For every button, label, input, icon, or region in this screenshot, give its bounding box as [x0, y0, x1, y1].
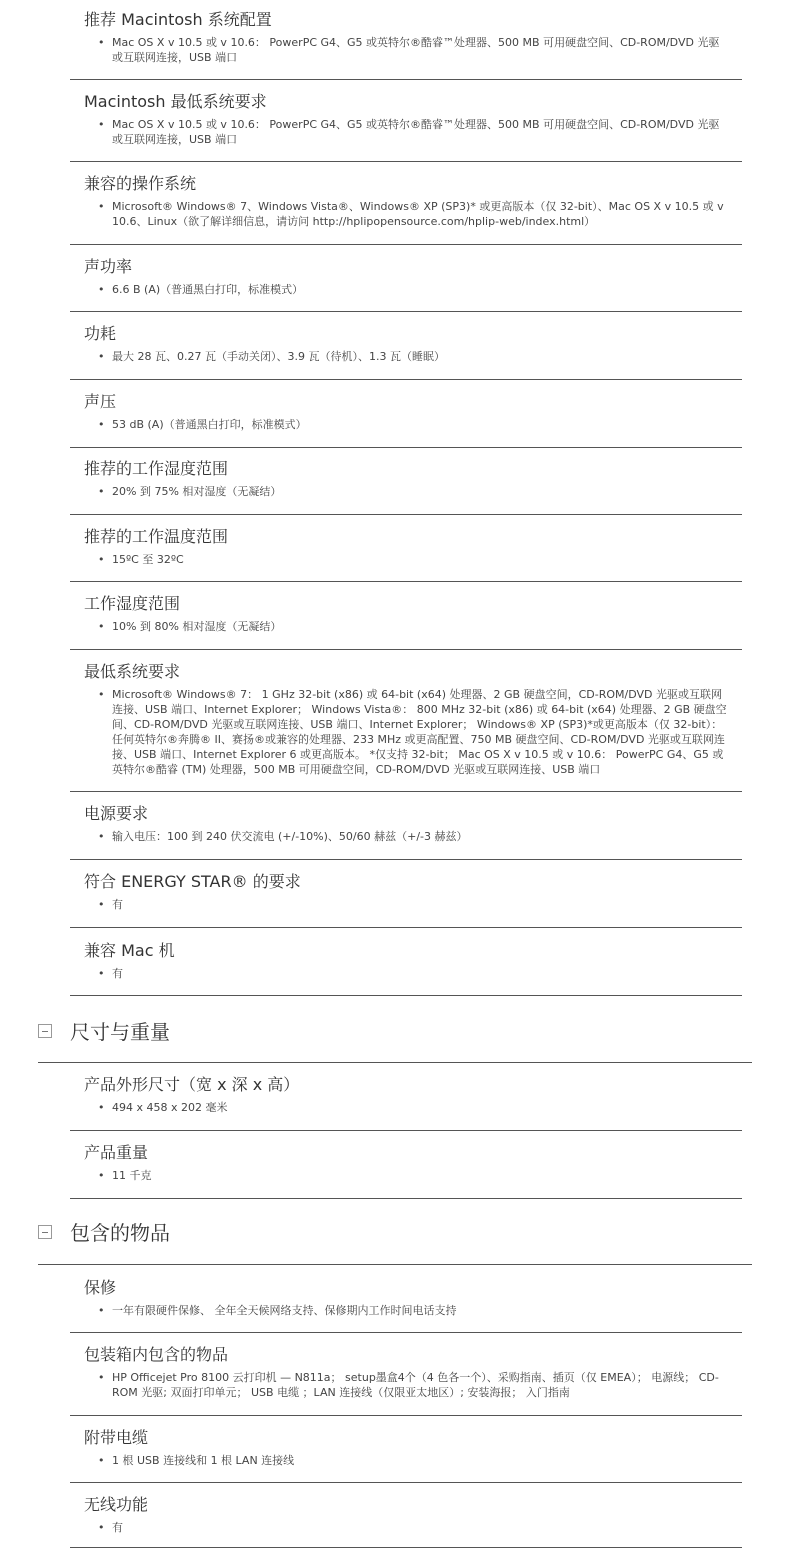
spec-value: • 10% 到 80% 相对湿度（无凝结）: [98, 619, 728, 634]
spec-row-10: [70, 792, 742, 860]
section-title: 尺寸与重量: [70, 1020, 170, 1044]
spec-row-0: [70, 0, 742, 80]
spec-title: 保修: [84, 1278, 117, 1297]
spec-row-1: [70, 80, 742, 162]
spec-row-5: [70, 380, 742, 448]
spec-row-inc-1: [70, 1333, 742, 1416]
spec-value: • 输入电压：100 到 240 伏交流电 (+/-10%)、50/60 赫兹（+/-3 赫兹）: [98, 829, 728, 844]
spec-row-12: [70, 928, 742, 996]
spec-values: [98, 35, 728, 65]
spec-title: 推荐 Macintosh 系统配置: [84, 10, 272, 29]
spec-row-9: [70, 650, 742, 792]
spec-values: [98, 282, 728, 297]
spec-row-inc-0: [70, 1265, 742, 1333]
spec-row-4: [70, 312, 742, 380]
spec-row-2: [70, 162, 742, 245]
spec-value: • 有: [98, 966, 728, 981]
spec-values: [98, 1520, 728, 1535]
spec-values: [98, 1303, 728, 1318]
spec-row-11: [70, 860, 742, 928]
spec-title: 包装箱内包含的物品: [84, 1345, 229, 1364]
spec-row-dim-1: [70, 1131, 742, 1199]
spec-title: 最低系统要求: [84, 662, 181, 681]
spec-values: [98, 552, 728, 567]
spec-value: • 11 千克: [98, 1168, 728, 1183]
spec-title: Macintosh 最低系统要求: [84, 92, 267, 111]
spec-values: [98, 687, 728, 777]
spec-value: • Microsoft® Windows® 7： 1 GHz 32-bit (x86) 或 64-bit (x64) 处理器、2 GB 硬盘空间，CD-ROM/DVD 光驱或互联网连接、USB 端口、Internet Explorer； Windows Vista®： 800 MHz 32-bit (x86) 或 64-bit (x64) 处理器、2 GB 硬盘空间、CD-ROM/DVD 光驱或互联网连接、USB 端口、Internet Explorer； Windows® XP (SP3)*或更高版本（仅 32-bit）： 任何英特尔®奔腾® II、赛扬®或兼容的处理器、233 MHz 或更高配置、750 MB 硬盘空间、CD-ROM/DVD 光驱或互联网连接、USB 端口、Internet Explorer 6 或更高版本。 *仅支持 32-bit； Mac OS X v 10.5 或 v 10.6： PowerPC G4、G5 或英特尔®酷睿 (TM) 处理器，500 MB 可用硬盘空间，CD-ROM/DVD 光驱或互联网连接、USB 端口: [98, 687, 728, 777]
spec-values: [98, 117, 728, 147]
spec-value: • 有: [98, 897, 728, 912]
spec-title: 兼容的操作系统: [84, 174, 197, 193]
collapse-icon[interactable]: [38, 1225, 52, 1239]
spec-value: • 6.6 B (A)（普通黑白打印，标准模式）: [98, 282, 728, 297]
spec-row-7: [70, 515, 742, 582]
spec-row-inc-3: [70, 1483, 742, 1548]
spec-values: [98, 1100, 728, 1115]
spec-value: • HP Officejet Pro 8100 云打印机 — N811a； setup墨盒4个（4 色各一个）、采购指南、插页（仅 EMEA）； 电源线； CD-ROM 光驱; 双面打印单元； USB 电缆 ；LAN 连接线（仅限亚太地区）; 安装海报； 入门指南: [98, 1370, 728, 1400]
spec-value: • 494 x 458 x 202 毫米: [98, 1100, 728, 1115]
spec-value: • Microsoft® Windows® 7、Windows Vista®、Windows® XP (SP3)* 或更高版本（仅 32-bit）、Mac OS X v 10.5 或 v 10.6、Linux（欲了解详细信息，请访问 http://hplipopensource.com/hplip-web/index.html）: [98, 199, 728, 229]
spec-value: • Mac OS X v 10.5 或 v 10.6： PowerPC G4、G5 或英特尔®酷睿™处理器、500 MB 可用硬盘空间、CD-ROM/DVD 光驱或互联网连接，USB 端口: [98, 117, 728, 147]
spec-title: 工作湿度范围: [84, 594, 181, 613]
spec-title: 兼容 Mac 机: [84, 941, 175, 960]
spec-value: • Mac OS X v 10.5 或 v 10.6： PowerPC G4、G5 或英特尔®酷睿™处理器、500 MB 可用硬盘空间、CD-ROM/DVD 光驱或互联网连接，USB 端口: [98, 35, 728, 65]
spec-title: 产品外形尺寸（宽 x 深 x 高）: [84, 1075, 300, 1094]
spec-title: 推荐的工作温度范围: [84, 527, 229, 546]
spec-row-8: [70, 582, 742, 650]
section-header-dimensions[interactable]: [38, 996, 752, 1063]
spec-values: [98, 1168, 728, 1183]
spec-title: 无线功能: [84, 1495, 149, 1514]
spec-value: • 15ºC 至 32ºC: [98, 552, 728, 567]
spec-value: • 53 dB (A)（普通黑白打印，标准模式）: [98, 417, 728, 432]
collapse-icon[interactable]: [38, 1024, 52, 1038]
spec-values: [98, 966, 728, 981]
spec-title: 声压: [84, 392, 117, 411]
spec-value: • 最大 28 瓦、0.27 瓦（手动关闭）、3.9 瓦（待机）、1.3 瓦（睡眠）: [98, 349, 728, 364]
spec-value: • 20% 到 75% 相对湿度（无凝结）: [98, 484, 728, 499]
spec-title: 附带电缆: [84, 1428, 149, 1447]
section-title: 包含的物品: [70, 1221, 170, 1245]
spec-values: [98, 349, 728, 364]
spec-row-dim-0: [70, 1063, 742, 1131]
spec-title: 符合 ENERGY STAR® 的要求: [84, 872, 301, 891]
spec-row-3: [70, 245, 742, 312]
spec-value: • 有: [98, 1520, 728, 1535]
spec-title: 声功率: [84, 257, 133, 276]
spec-values: [98, 199, 728, 229]
spec-values: [98, 1370, 728, 1400]
spec-row-inc-2: [70, 1416, 742, 1483]
spec-value: • 1 根 USB 连接线和 1 根 LAN 连接线: [98, 1453, 728, 1468]
spec-values: [98, 897, 728, 912]
spec-values: [98, 619, 728, 634]
section-header-included[interactable]: [38, 1199, 752, 1265]
spec-values: [98, 829, 728, 844]
spec-title: 电源要求: [84, 804, 149, 823]
spec-value: • 一年有限硬件保修、 全年全天候网络支持、保修期内工作时间电话支持: [98, 1303, 728, 1318]
spec-values: [98, 1453, 728, 1468]
spec-title: 功耗: [84, 324, 117, 343]
spec-title: 推荐的工作湿度范围: [84, 459, 229, 478]
spec-values: [98, 417, 728, 432]
spec-row-6: [70, 448, 742, 515]
spec-values: [98, 484, 728, 499]
spec-title: 产品重量: [84, 1143, 149, 1162]
